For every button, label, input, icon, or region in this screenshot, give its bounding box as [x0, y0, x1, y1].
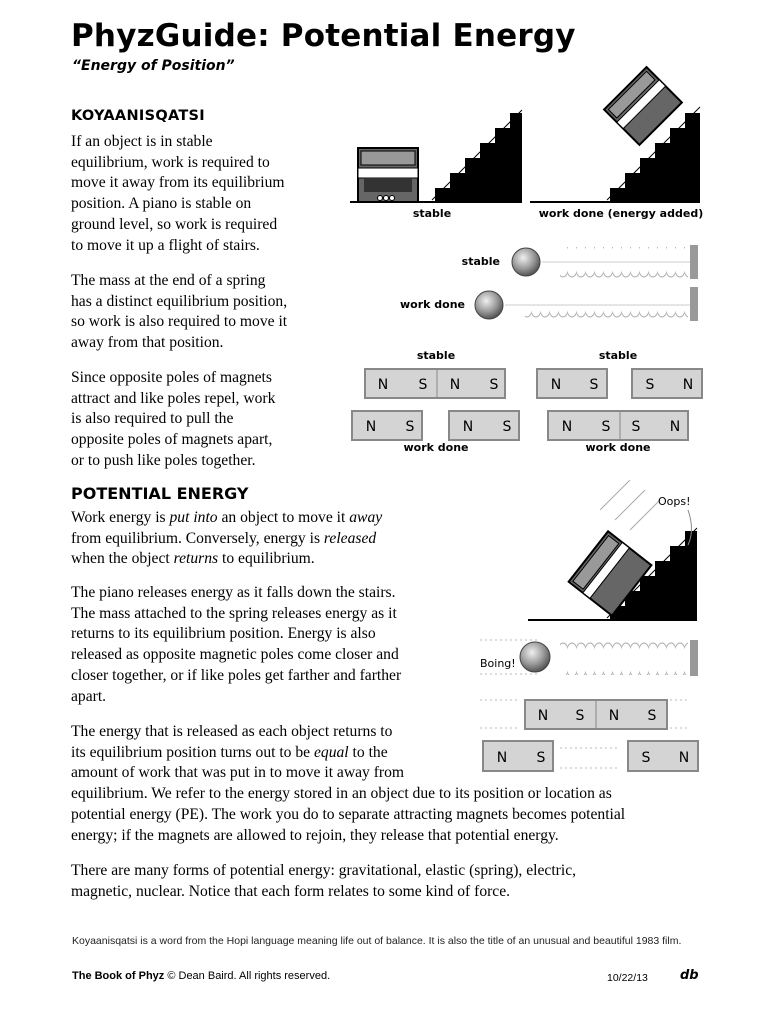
- text-line: opposite poles of magnets apart,: [71, 431, 273, 449]
- pole-label: N: [462, 419, 474, 435]
- text-line: The piano releases energy as it falls down the stairs.: [71, 584, 396, 601]
- text-line: released as opposite magnetic poles come closer and: [71, 646, 399, 664]
- text-line: from equilibrium. Conversely, energy is released: [71, 529, 377, 547]
- label-magnet-work-left: work done: [403, 441, 469, 454]
- text-line: amount of work that was put in to move it away from: [71, 764, 405, 782]
- text-line: The mass at the end of a spring: [71, 272, 266, 289]
- pole-label: N: [561, 419, 573, 435]
- text-line: closer together, or if like poles get farther and farther: [71, 666, 402, 684]
- page-subtitle: “Energy of Position”: [72, 58, 235, 74]
- text-line: so work is also required to move it: [71, 313, 288, 331]
- text-line: Work energy is put into an object to move it away: [71, 509, 383, 526]
- pole-label: S: [641, 750, 651, 766]
- pole-label: S: [575, 708, 585, 724]
- text-line: attract and like poles repel, work: [71, 389, 276, 407]
- text-line: energy; if the magnets are allowed to rejoin, they release that potential energy.: [71, 826, 559, 844]
- pole-label: N: [449, 377, 461, 393]
- stairs-icon: [435, 113, 522, 202]
- pole-label: S: [418, 377, 428, 393]
- text-line: equilibrium, work is required to: [71, 153, 270, 171]
- section-heading-potential-energy: POTENTIAL ENERGY: [71, 484, 249, 503]
- copyright: © Dean Baird. All rights reserved.: [164, 970, 331, 982]
- text-line: equilibrium. We refer to the energy stored in an object due to its position or location as: [71, 785, 612, 803]
- label-piano-stable: stable: [412, 207, 452, 220]
- pole-label: S: [489, 377, 499, 393]
- magnets-release-figure: [480, 700, 698, 771]
- text-line: potential energy (PE). The work you do to separate attracting magnets becomes potential: [71, 805, 626, 823]
- text-line: ground level, so work is required: [71, 215, 278, 233]
- text-line: is also required to pull the: [71, 410, 234, 428]
- text-line: its equilibrium position turns out to be equal to the: [71, 743, 388, 761]
- label-magnet-work-right: work done: [585, 441, 651, 454]
- pole-label: N: [377, 377, 389, 393]
- pole-label: S: [645, 377, 655, 393]
- book-title: The Book of Phyz: [72, 970, 165, 982]
- text-line: If an object is in stable: [71, 133, 213, 150]
- text-line: move it away from its equilibrium: [71, 174, 285, 192]
- section-heading-koyaanisqatsi: KOYAANISQATSI: [71, 108, 205, 124]
- label-spring-work: work done: [399, 298, 465, 311]
- text-line: apart.: [71, 687, 107, 705]
- pole-label: S: [589, 377, 599, 393]
- text-line: There are many forms of potential energy: gravitational, elastic (spring), electric,: [71, 862, 577, 879]
- spring-stable-figure: [512, 245, 698, 279]
- text-line: The energy that is released as each object returns to: [71, 723, 393, 740]
- footer-credit: [72, 970, 330, 982]
- pole-label: N: [496, 750, 508, 766]
- footnote: Koyaanisqatsi is a word from the Hopi language meaning life out of balance. It is also the title of an unusual and beautiful 1983 film.: [72, 935, 682, 947]
- text-line: returns to its equilibrium position. Energy is also: [71, 625, 376, 643]
- spring-work-figure: [475, 287, 698, 321]
- text-line: magnetic, nuclear. Notice that each form relates to some kind of force.: [71, 882, 511, 900]
- pole-label: N: [669, 419, 681, 435]
- text-line: position. A piano is stable on: [71, 195, 252, 213]
- pole-label: N: [678, 750, 690, 766]
- page-title: PhyzGuide: Potential Energy: [71, 18, 576, 54]
- author-logo: db: [680, 968, 699, 983]
- pole-label: N: [537, 708, 549, 724]
- pole-label: N: [550, 377, 562, 393]
- pole-label: N: [608, 708, 620, 724]
- mass-ball-icon: [475, 291, 503, 319]
- text-line: The mass attached to the spring releases energy as it: [71, 604, 397, 622]
- mass-ball-icon: [520, 642, 550, 672]
- label-oops: Oops!: [658, 495, 691, 508]
- text-line: away from that position.: [71, 334, 224, 352]
- text-line: or to push like poles together.: [71, 451, 256, 469]
- text-line: has a distinct equilibrium position,: [71, 292, 288, 310]
- footer-date: 10/22/13: [607, 972, 648, 984]
- pole-label: N: [365, 419, 377, 435]
- label-boing: Boing!: [480, 657, 516, 670]
- piano-stable-figure: [350, 110, 522, 202]
- text-line: to move it up a flight of stairs.: [71, 236, 260, 254]
- piano-work-figure: [530, 67, 700, 202]
- label-magnet-stable-right: stable: [598, 349, 638, 362]
- pole-label: S: [405, 419, 415, 435]
- pole-label: S: [502, 419, 512, 435]
- pole-label: S: [601, 419, 611, 435]
- pole-label: S: [631, 419, 641, 435]
- pole-label: S: [536, 750, 546, 766]
- pole-label: N: [682, 377, 694, 393]
- label-magnet-stable-left: stable: [416, 349, 456, 362]
- text-line: when the object returns to equilibrium.: [71, 550, 315, 568]
- label-spring-stable: stable: [461, 255, 500, 268]
- pole-label: S: [647, 708, 657, 724]
- mass-ball-icon: [512, 248, 540, 276]
- label-piano-work: work done (energy added): [538, 207, 704, 220]
- text-line: Since opposite poles of magnets: [71, 369, 272, 386]
